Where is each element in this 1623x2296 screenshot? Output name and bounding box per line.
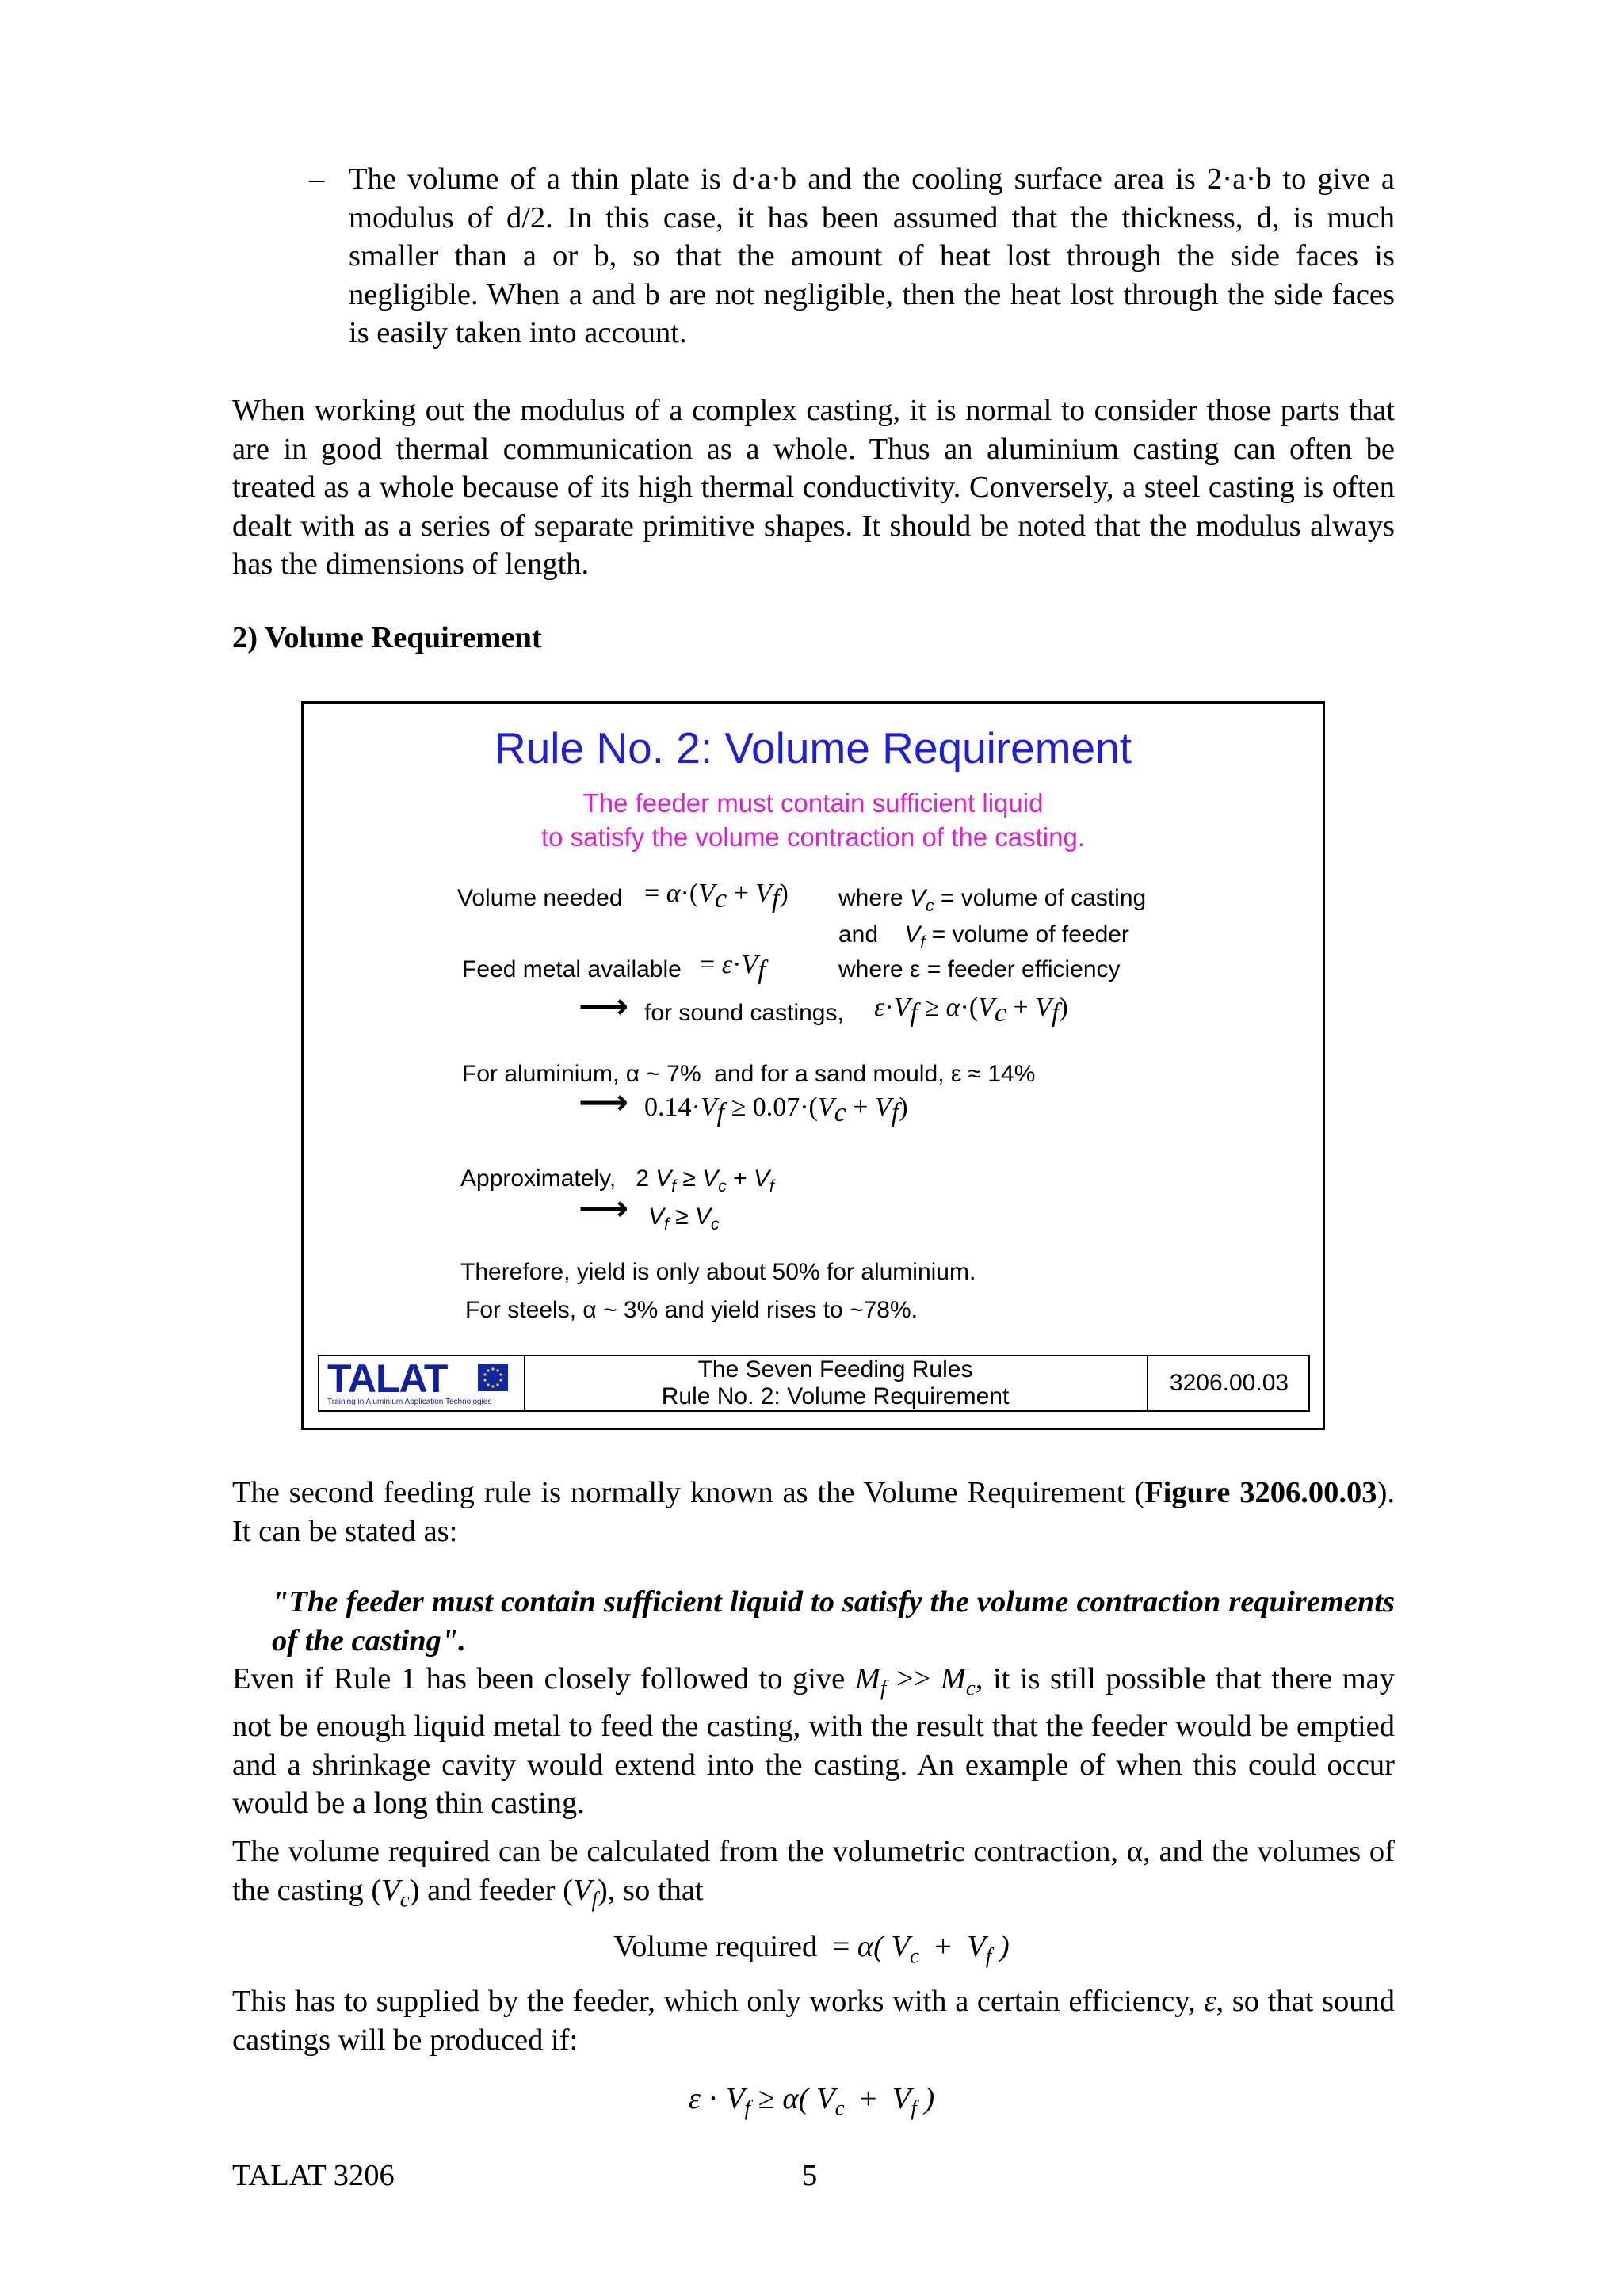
sand-eps: 14% (987, 1061, 1036, 1087)
figure-title: Rule No. 2: Volume Requirement (494, 723, 1132, 772)
equation-sound-castings: $\varepsilon \cdot V_f \ge \alpha$( $V_c + V_f$ ) (688, 2082, 935, 2120)
aluminium-line: For aluminium, α ~ 7% and for a sand mould, ε ≈ 14% (462, 1061, 1036, 1087)
where-vf-text: = volume of feeder (931, 921, 1129, 948)
figure-caption (524, 1356, 1147, 1410)
figure-footer (318, 1355, 1310, 1412)
page-number: 5 (802, 2159, 818, 2192)
where-eps: where ε = feeder efficiency (838, 956, 1121, 982)
steels-label: For steels, (465, 1297, 577, 1323)
eq1-label: Volume required (613, 1930, 818, 1963)
paragraph-rule1: Even if Rule 1 has been closely followed to give $M_f >> M_c$, it is still possible that there may not be enough liquid metal to feed the casting, with the result that the feeder would be emptied and a shrinkage cavity would extend into the casting. An example of when this could occur would be a long thin casting. (232, 1662, 1395, 1821)
para3-text-a: Even if Rule 1 has been closely followed to give (232, 1662, 855, 1695)
rule-quote: "The feeder must contain sufficient liquid to satisfy the volume contraction requirements of the casting". (272, 1585, 1395, 1657)
paragraph-efficiency: This has to supplied by the feeder, which only works with a certain efficiency, ε, so that sound castings will be produced if: (232, 1985, 1395, 2057)
feed-metal-label: Feed metal available (462, 956, 682, 982)
where-vc: where $V_c$ = volume of casting (838, 885, 1147, 915)
bullet-dash: – (309, 162, 325, 196)
paragraph-second-rule (232, 1474, 1395, 1550)
para5-text-a: This has to supplied by the feeder, which only works with a certain efficiency, (232, 1985, 1205, 2018)
para5-text-b: , so that sound castings will be produced if: (232, 1985, 1395, 2057)
approx-label: Approximately, (460, 1165, 617, 1192)
arrow-icon: ⟶ (579, 986, 629, 1027)
figure-caption-line1: The Seven Feeding Rules (697, 1356, 973, 1383)
talat-logo (319, 1356, 525, 1410)
eu-flag-icon (478, 1364, 508, 1391)
steels-rest: 3% and yield rises to ~78%. (623, 1297, 918, 1323)
bullet-paragraph: The volume of a thin plate is d·a·b and the cooling surface area is 2·a·b to give a modulus of d/2. In this case, it has been assumed that the thickness, d, is much smaller than a or b, so that the amount of heat lost through the side faces is negligible. When a and b are not negligible, then the heat lost through the side faces is easily taken into account. (349, 162, 1395, 349)
volume-needed-label: Volume needed (457, 885, 623, 911)
para3-text-b: , it is still possible that there may not be enough liquid metal to feed the casting, with the result that the feeder would be emptied and a shrinkage cavity would extend into the casting. An example of when this could occur would be a long thin casting. (232, 1662, 1395, 1821)
coef-alpha: 0.07 (752, 1093, 800, 1122)
para4-text-c: ), so that (597, 1873, 704, 1907)
para4-text-a: The volume required can be calculated from the volumetric contraction, α, and the volumes of the casting ( (232, 1835, 1395, 1907)
equation-volume-required: Volume required = α( $V_c + V_f$ ) (613, 1930, 1010, 1968)
figure-subtitle-line2: to satisfy the volume contraction of the casting. (540, 822, 1086, 852)
logo-tagline: Training in Aluminium Application Technologies (327, 1398, 492, 1406)
para4-text-b: ) and feeder ( (409, 1873, 573, 1907)
coefficient-formula: $0.14\cdot V_f \ge 0.07\cdot(V_c + V_f)$ (644, 1093, 908, 1127)
sound-castings-formula: $\varepsilon\cdot V_f \ge \alpha\cdot(V_c + V_f)$ (874, 993, 1068, 1028)
arrow-icon: ⟶ (579, 1188, 629, 1229)
and-label: and (838, 921, 879, 948)
aluminium-label: For aluminium, (462, 1061, 620, 1087)
coef-eps: 0.14 (644, 1093, 692, 1122)
steels-line: For steels, α ~ 3% and yield rises to ~78%. (465, 1297, 918, 1323)
paragraph-modulus: When working out the modulus of a complex casting, it is normal to consider those parts that are in good thermal communication as a whole. Thus an aluminium casting can often be treated as a whole because of its high thermal conductivity. Conversely, a steel casting is often dealt with as a series of separate primitive shapes. It should be noted that the modulus always has the dimensions of length. (232, 394, 1395, 581)
where-vc-text: = volume of casting (940, 885, 1147, 911)
volume-needed-formula: = $\alpha\cdot(V_c + V_f)$ (644, 879, 789, 913)
therefore-line: Therefore, yield is only about 50% for aluminium. (460, 1259, 976, 1285)
figure-volume-requirement (301, 701, 1325, 1430)
para2-text-a: The second feeding rule is normally known as the Volume Requirement ( (232, 1476, 1145, 1509)
figure-caption-line2: Rule No. 2: Volume Requirement (661, 1383, 1010, 1409)
logo-word: TALAT (327, 1356, 448, 1401)
para2-text-b: ). It can be stated as: (232, 1476, 1396, 1548)
sand-mould-label: and for a sand mould, (714, 1061, 945, 1087)
where-eps-text: = feeder efficiency (926, 956, 1121, 982)
page-footer-title: TALAT 3206 (232, 2159, 395, 2192)
and-vf: and $V_f$ = volume of feeder (838, 921, 1129, 952)
section-heading: 2) Volume Requirement (232, 621, 542, 654)
figure-reference: Figure 3206.00.03 (1144, 1476, 1377, 1509)
arrow-icon: ⟶ (579, 1082, 629, 1123)
sound-castings-label: for sound castings, (644, 1000, 844, 1026)
vf-geq-vc: $V_f \ge V_c$ (648, 1203, 720, 1234)
feed-metal-formula: = $\varepsilon\cdot V_f$ (700, 950, 766, 985)
approx-line: Approximately, 2 $V_f \ge V_c + V_f$ (460, 1165, 774, 1196)
paragraph-volume-required: The volume required can be calculated from the volumetric contraction, α, and the volumes of the casting $(V_c)$ and feeder $(V_f)$, so that (232, 1835, 1395, 1912)
aluminium-alpha: 7% (666, 1061, 701, 1087)
figure-subtitle-line1: The feeder must contain sufficient liquid (582, 788, 1044, 818)
figure-code: 3206.00.03 (1147, 1356, 1310, 1410)
